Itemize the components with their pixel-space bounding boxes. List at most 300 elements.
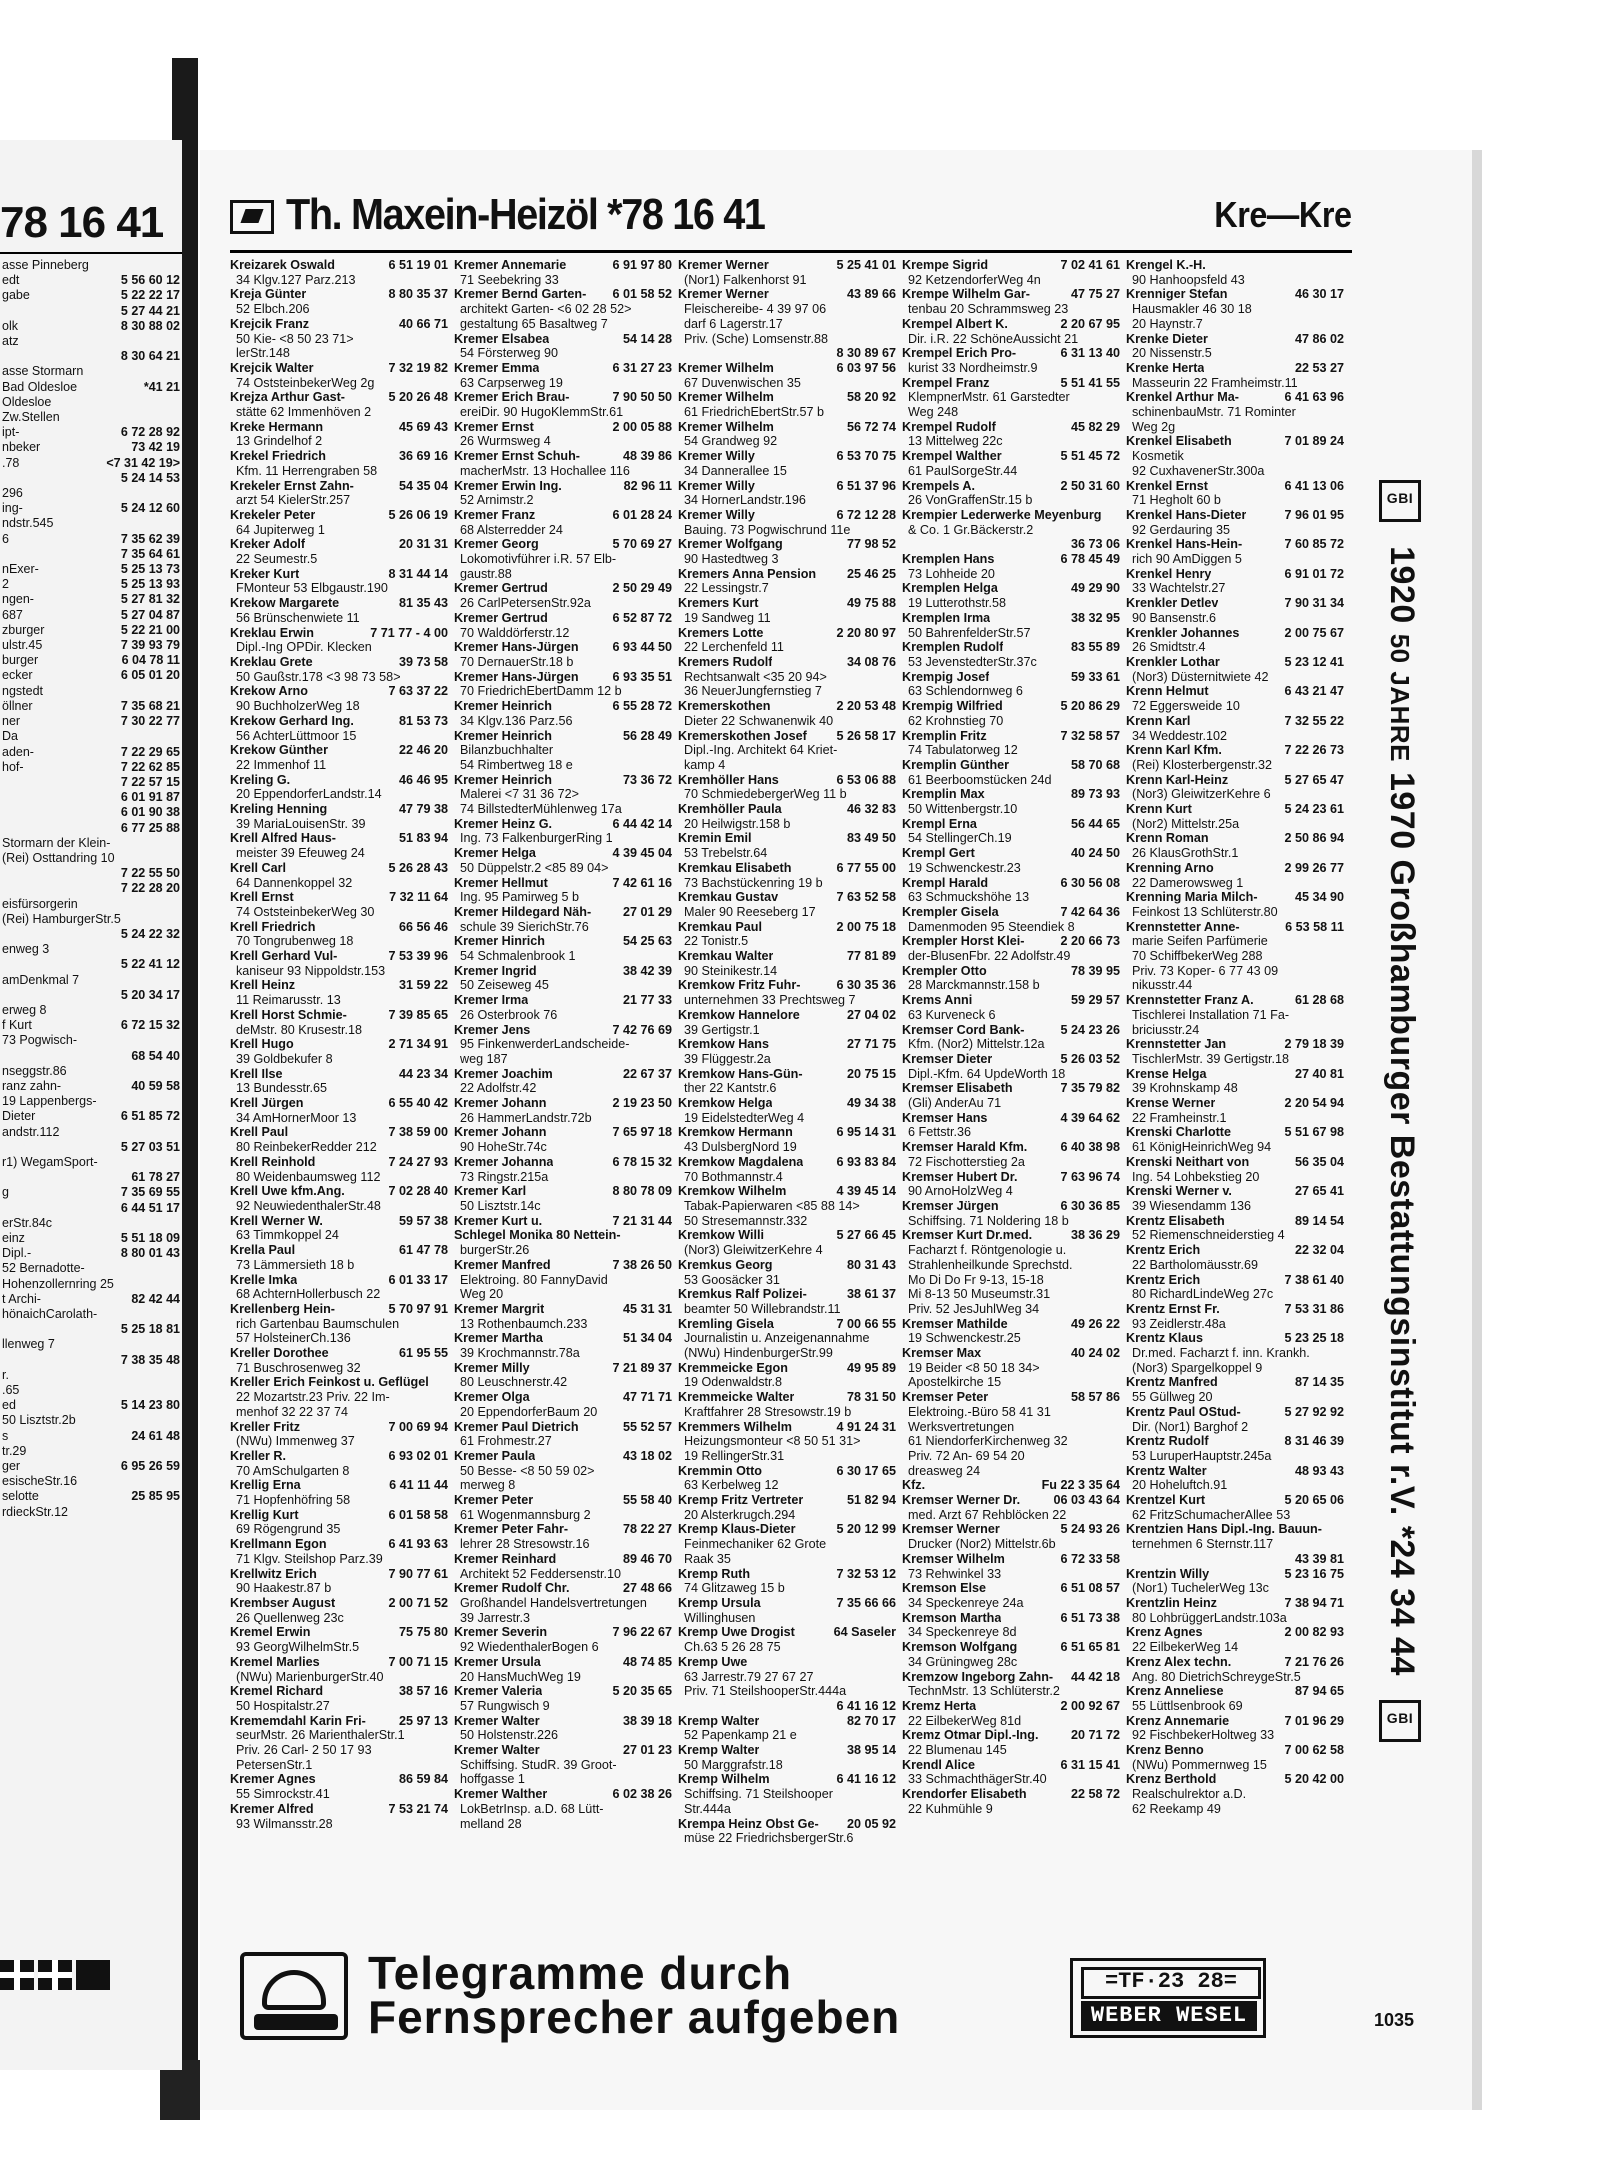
entry-name: Kremer Agnes bbox=[230, 1772, 316, 1787]
entry-address-line: 22 EilbekerWeg 14 bbox=[1132, 1640, 1239, 1655]
entry-name: Kremer Alfred bbox=[230, 1801, 314, 1816]
entry-first-line bbox=[454, 258, 672, 273]
previous-page-line-text: öllner bbox=[2, 698, 33, 713]
entry-address-line: 20 Alsterkrugch.294 bbox=[684, 1507, 796, 1522]
entry-name: Kremp Walter bbox=[678, 1713, 760, 1728]
entry-address-line: Dipl.-Kfm. 64 UpdeWorth 18 bbox=[908, 1066, 1066, 1081]
entry-name: Krekow Günther bbox=[230, 743, 328, 758]
previous-page-line-text: asse Pinneberg bbox=[2, 258, 89, 272]
previous-page-line-phone: 5 20 34 17 bbox=[120, 987, 180, 1002]
directory-entry bbox=[230, 1302, 448, 1346]
entry-name: Krense Helga bbox=[1126, 1066, 1207, 1081]
entry-name: Kremer Ernst bbox=[454, 419, 534, 434]
entry-phone: 27 71 75 bbox=[846, 1037, 896, 1052]
entry-phone: 8 30 89 67 bbox=[836, 346, 896, 361]
directory-entry bbox=[902, 1611, 1120, 1640]
side-ad-name: Großhamburger Bestattungsinstitut r.V. bbox=[1383, 859, 1422, 1516]
entry-first-line bbox=[902, 1640, 1120, 1655]
entry-name: Kremkow Hans bbox=[678, 1037, 769, 1052]
entry-name: Kremer Hellmut bbox=[454, 875, 548, 890]
entry-phone: 75 75 80 bbox=[398, 1625, 448, 1640]
entry-first-line bbox=[902, 993, 1120, 1008]
entry-first-line bbox=[454, 1743, 672, 1758]
entry-first-line bbox=[678, 449, 896, 464]
directory-entry bbox=[454, 905, 672, 934]
entry-name: Kremer Erich Brau- bbox=[454, 390, 570, 405]
directory-entry bbox=[454, 817, 672, 846]
directory-entry bbox=[454, 1420, 672, 1449]
previous-page-line bbox=[2, 760, 180, 775]
previous-page-line-text: 6 bbox=[2, 531, 9, 546]
entry-address-line: Dir. i.R. 22 SchöneAussicht 21 bbox=[908, 331, 1079, 346]
previous-page-line-phone: 6 44 51 17 bbox=[120, 1200, 180, 1215]
side-ad-jubilee: 50 JAHRE bbox=[1385, 633, 1416, 763]
entry-address-line: 70 AmSchulgarten 8 bbox=[236, 1463, 350, 1478]
directory-entry bbox=[902, 1111, 1120, 1140]
entry-name: Kremplin Fritz bbox=[902, 728, 987, 743]
directory-entry bbox=[902, 670, 1120, 699]
entry-first-line bbox=[678, 655, 896, 670]
entry-first-line bbox=[678, 1184, 896, 1199]
entry-phone: 59 33 61 bbox=[1070, 669, 1120, 684]
directory-entry bbox=[1126, 714, 1344, 743]
entry-first-line bbox=[454, 479, 672, 494]
entry-phone: 6 77 55 00 bbox=[836, 860, 896, 875]
entry-first-line bbox=[454, 1655, 672, 1670]
directory-entry bbox=[1126, 1522, 1344, 1551]
entry-first-line bbox=[902, 1390, 1120, 1405]
directory-entry bbox=[230, 1537, 448, 1566]
entry-name: Krentz Walter bbox=[1126, 1463, 1207, 1478]
directory-entry bbox=[678, 729, 896, 773]
directory-entry bbox=[230, 1802, 448, 1831]
entry-address-line: rich Gartenbau Baumschulen bbox=[236, 1316, 400, 1331]
previous-page-line-phone: 7 35 64 61 bbox=[120, 546, 180, 561]
previous-page-line bbox=[2, 1079, 180, 1094]
entry-address-line: 55 Simrockstr.41 bbox=[236, 1787, 330, 1802]
directory-entry bbox=[230, 317, 448, 361]
entry-phone: 66 56 46 bbox=[398, 919, 448, 934]
entry-address-line: 57 Rungwisch 9 bbox=[460, 1698, 550, 1713]
previous-page-line bbox=[2, 577, 180, 592]
entry-name: Kremz Otmar Dipl.-Ing. bbox=[902, 1728, 1039, 1743]
entry-first-line bbox=[1126, 332, 1344, 347]
side-ad-phone: *24 34 44 bbox=[1383, 1525, 1422, 1676]
entry-name: Kremer Ingrid bbox=[454, 963, 537, 978]
entry-address-line: Heizungsmonteur <8 50 51 31> bbox=[684, 1434, 861, 1449]
previous-page-line-text: olk bbox=[2, 318, 18, 333]
entry-phone: 2 00 75 67 bbox=[1284, 625, 1344, 640]
entry-name: Krekeler Ernst Zahn- bbox=[230, 478, 354, 493]
previous-page-line bbox=[2, 790, 180, 805]
entry-first-line bbox=[902, 1081, 1120, 1096]
entry-first-line bbox=[902, 846, 1120, 861]
entry-address-line: 54 Försterweg 90 bbox=[460, 346, 559, 361]
entry-phone: 5 51 67 98 bbox=[1284, 1125, 1344, 1140]
entry-address-line: Weg 2g bbox=[1132, 419, 1176, 434]
entry-phone: 7 60 85 72 bbox=[1284, 537, 1344, 552]
previous-page-line-text: amDenkmal 7 bbox=[2, 972, 80, 987]
entry-phone: 59 29 57 bbox=[1070, 993, 1120, 1008]
directory-entry bbox=[230, 1596, 448, 1625]
entry-first-line bbox=[454, 537, 672, 552]
entry-name: Krems Anni bbox=[902, 993, 973, 1008]
entry-address-line: 39 MariaLouisenStr. 39 bbox=[236, 816, 366, 831]
entry-first-line bbox=[454, 1125, 672, 1140]
entry-name: Krempe Sigrid bbox=[902, 258, 989, 272]
previous-page-line bbox=[2, 1292, 180, 1307]
directory-entry bbox=[678, 1155, 896, 1184]
entry-phone: 47 79 38 bbox=[398, 802, 448, 817]
entry-address-line: (NWu) Pommernweg 15 bbox=[1132, 1757, 1267, 1772]
directory-entry bbox=[1126, 1214, 1344, 1243]
directory-entry bbox=[230, 1478, 448, 1507]
entry-name: Kremer Ursula bbox=[454, 1654, 541, 1669]
entry-first-line bbox=[902, 317, 1120, 332]
previous-page-line-phone: *41 21 bbox=[143, 379, 180, 394]
previous-page-line-phone: 5 22 22 17 bbox=[120, 288, 180, 303]
previous-page-line-phone: 5 25 13 93 bbox=[120, 577, 180, 592]
directory-entry bbox=[678, 1493, 896, 1522]
previous-page-line bbox=[2, 349, 180, 364]
entry-address-line: 26 Wurmsweg 4 bbox=[460, 434, 551, 449]
directory-entry bbox=[230, 861, 448, 890]
entry-first-line bbox=[454, 1552, 672, 1567]
footer-slogan-line-2: Fernsprecher aufgeben bbox=[368, 1991, 901, 2043]
entry-first-line bbox=[230, 258, 448, 273]
entry-first-line bbox=[230, 287, 448, 302]
directory-entry bbox=[230, 1625, 448, 1654]
entry-address-line: 53 JevenstedterStr.37c bbox=[908, 654, 1037, 669]
directory-entry bbox=[902, 1522, 1120, 1551]
entry-phone: 47 71 71 bbox=[622, 1390, 672, 1405]
previous-page-line-text: enweg 3 bbox=[2, 942, 50, 957]
entry-address-line: (Nor3) Spargelkoppel 9 bbox=[1132, 1360, 1263, 1375]
directory-entry bbox=[902, 1670, 1120, 1699]
entry-name: Kremer Gertrud bbox=[454, 581, 548, 596]
entry-first-line bbox=[902, 449, 1120, 464]
entry-name: Kreklau Erwin bbox=[230, 625, 314, 640]
entry-name: Kreke Hermann bbox=[230, 419, 324, 434]
entry-phone: 45 34 90 bbox=[1294, 890, 1344, 905]
directory-entry bbox=[454, 611, 672, 640]
entry-first-line bbox=[1126, 434, 1344, 449]
previous-page-edge bbox=[0, 140, 182, 2070]
entry-address-line: 90 HoheStr.74c bbox=[460, 1140, 547, 1155]
entry-first-line bbox=[902, 699, 1120, 714]
entry-phone: 80 31 43 bbox=[846, 1257, 896, 1272]
entry-address-line: 43 DulsbergNord 19 bbox=[684, 1140, 797, 1155]
entry-name: Krempl Gert bbox=[902, 846, 975, 861]
entry-name: Krentzien Hans Dipl.-Ing. Bauun- bbox=[1126, 1522, 1322, 1537]
entry-phone: 51 83 94 bbox=[398, 831, 448, 846]
entry-address-line: 39 Krochmannstr.78a bbox=[460, 1346, 580, 1361]
entry-address-line: 50 BahrenfelderStr.57 bbox=[908, 625, 1031, 640]
entry-name: Krekow Margarete bbox=[230, 596, 340, 611]
directory-entry bbox=[678, 1714, 896, 1743]
entry-address-line: 53 Trebelstr.64 bbox=[684, 846, 768, 861]
directory-entry bbox=[454, 1655, 672, 1684]
directory-page bbox=[200, 150, 1472, 2110]
entry-address-line: 54 Schmalenbrook 1 bbox=[460, 949, 576, 964]
entry-first-line bbox=[1126, 1037, 1344, 1052]
entry-address-line: 95 FinkenwerderLandscheide- bbox=[460, 1037, 630, 1052]
entry-address-line: 71 Seebekring 33 bbox=[460, 272, 559, 287]
entry-address-line: 22 Lessingstr.7 bbox=[684, 581, 769, 596]
directory-entry bbox=[1126, 861, 1344, 890]
entry-phone: 2 20 80 97 bbox=[836, 625, 896, 640]
directory-entry bbox=[454, 1258, 672, 1302]
entry-name: Krell Werner W. bbox=[230, 1213, 323, 1228]
previous-page-line-phone: 5 24 14 53 bbox=[120, 470, 180, 485]
entry-address-line: Elektroing.-Büro 58 41 31 bbox=[908, 1404, 1051, 1419]
directory-entry bbox=[454, 1714, 672, 1743]
previous-page-line-phone: 7 22 55 50 bbox=[120, 866, 180, 881]
entry-name: Kremer Ernst Schuh- bbox=[454, 449, 580, 464]
previous-page-line-phone: 5 14 23 80 bbox=[120, 1398, 180, 1413]
entry-name: Kremer Elsabea bbox=[454, 331, 550, 346]
entry-address-line: (Gli) AnderAu 71 bbox=[908, 1096, 1002, 1111]
entry-name: Krenning Arno bbox=[1126, 860, 1214, 875]
entry-address-line: darf 6 Lagerstr.17 bbox=[684, 316, 783, 331]
entry-first-line bbox=[1126, 1331, 1344, 1346]
entry-first-line bbox=[902, 1699, 1120, 1714]
entry-name: Kremer Walter bbox=[454, 1713, 540, 1728]
entry-name: Krempig Josef bbox=[902, 669, 990, 684]
entry-name: Krempel Walther bbox=[902, 449, 1002, 464]
entry-first-line bbox=[1126, 1096, 1344, 1111]
entry-phone: 6 78 45 49 bbox=[1060, 552, 1120, 567]
directory-entry bbox=[1126, 332, 1344, 361]
entry-phone: 7 90 50 50 bbox=[612, 390, 672, 405]
entry-name: Krekow Gerhard Ing. bbox=[230, 713, 354, 728]
entry-phone: 6 30 56 08 bbox=[1060, 875, 1120, 890]
entry-address-line: Apostelkirche 15 bbox=[908, 1375, 1002, 1390]
entry-phone: 6 51 73 38 bbox=[1060, 1610, 1120, 1625]
entry-address-line: 26 HammerLandstr.72b bbox=[460, 1110, 592, 1125]
previous-page-line-phone: 5 56 60 12 bbox=[120, 273, 180, 288]
previous-page-line bbox=[2, 988, 180, 1003]
entry-phone: 2 00 92 67 bbox=[1060, 1698, 1120, 1713]
entry-phone: 5 23 25 18 bbox=[1284, 1331, 1344, 1346]
entry-first-line bbox=[678, 258, 896, 273]
maxein-logo-icon bbox=[230, 200, 274, 234]
previous-page-line-phone: 5 25 13 73 bbox=[120, 562, 180, 577]
entry-address-line: 19 RellingerStr.31 bbox=[684, 1448, 785, 1463]
entry-phone: 48 39 86 bbox=[622, 449, 672, 464]
entry-address-line: Feinkost 13 Schlüterstr.80 bbox=[1132, 904, 1278, 919]
entry-address-line: 74 OststeinbekerWeg 2g bbox=[236, 375, 375, 390]
entry-first-line bbox=[678, 361, 896, 376]
previous-page-line bbox=[2, 532, 180, 547]
entry-address-line: architekt Garten- <6 02 28 52> bbox=[460, 302, 632, 317]
entry-phone: 7 38 59 00 bbox=[388, 1125, 448, 1140]
entry-name: Kremmeicke Walter bbox=[678, 1390, 795, 1405]
directory-entry bbox=[1126, 802, 1344, 831]
entry-phone: 81 53 73 bbox=[398, 713, 448, 728]
previous-page-line-text: 50 Lisztstr.2b bbox=[2, 1413, 76, 1428]
directory-entry bbox=[678, 346, 896, 361]
entry-phone: 20 05 92 bbox=[846, 1816, 896, 1831]
previous-page-line bbox=[2, 1094, 180, 1109]
directory-entry bbox=[1126, 1155, 1344, 1184]
entry-first-line bbox=[1126, 1302, 1344, 1317]
entry-phone: 87 94 65 bbox=[1294, 1684, 1344, 1699]
entry-address-line: lerStr.148 bbox=[236, 346, 290, 361]
previous-page-line-text: Zw.Stellen bbox=[2, 410, 60, 425]
entry-first-line bbox=[454, 876, 672, 891]
previous-page-line bbox=[2, 1003, 180, 1018]
entry-first-line bbox=[678, 699, 896, 714]
entry-address-line: 33 Wachtelstr.27 bbox=[1132, 581, 1226, 596]
entry-first-line bbox=[678, 390, 896, 405]
entry-address-line: 61 FriedrichEbertStr.57 b bbox=[684, 405, 825, 420]
entry-name: Kremer Wilhelm bbox=[678, 390, 774, 405]
entry-first-line bbox=[678, 537, 896, 552]
entry-name: Krentz Ernst Fr. bbox=[1126, 1301, 1220, 1316]
entry-phone: 61 47 78 bbox=[398, 1243, 448, 1258]
page-range: Kre—Kre bbox=[1214, 194, 1352, 235]
directory-entry bbox=[678, 1287, 896, 1316]
previous-page-line-phone: 61 78 27 bbox=[131, 1170, 180, 1185]
directory-entry bbox=[230, 655, 448, 684]
entry-address-line: 74 BillstedterMühlenweg 17a bbox=[460, 802, 622, 817]
entry-name: Kreja Günter bbox=[230, 287, 307, 302]
entry-phone: 38 42 39 bbox=[622, 963, 672, 978]
entry-address-line: 92 NeuwiedenthalerStr.48 bbox=[236, 1199, 381, 1213]
entry-address-line: 39 Flüggestr.2a bbox=[684, 1051, 771, 1066]
entry-address-line: Willinghusen bbox=[684, 1610, 756, 1625]
directory-entry bbox=[1126, 434, 1344, 478]
entry-address-line: Drucker (Nor2) Mittelstr.6b bbox=[908, 1537, 1056, 1552]
entry-first-line bbox=[902, 346, 1120, 361]
previous-page-line bbox=[2, 1383, 180, 1398]
previous-page-line bbox=[2, 699, 180, 714]
entry-address-line: macherMstr. 13 Hochallee 116 bbox=[460, 463, 630, 478]
stamp-top-text: =TF·23 28= bbox=[1081, 1967, 1261, 1999]
entry-first-line bbox=[678, 802, 896, 817]
entry-name: Kremel Richard bbox=[230, 1684, 324, 1699]
entry-first-line bbox=[230, 831, 448, 846]
entry-first-line bbox=[902, 1522, 1120, 1537]
previous-page-line bbox=[2, 668, 180, 683]
entry-address-line: (NWu) HindenburgerStr.99 bbox=[684, 1346, 833, 1361]
previous-page-line bbox=[2, 1109, 180, 1124]
entry-name: Kremp Uwe Drogist bbox=[678, 1625, 795, 1640]
directory-entry bbox=[678, 1228, 896, 1257]
entry-first-line bbox=[1126, 1743, 1344, 1758]
directory-entry bbox=[454, 287, 672, 331]
entry-phone: 40 24 02 bbox=[1070, 1346, 1120, 1361]
entry-address-line: 39 Gertigstr.1 bbox=[684, 1022, 760, 1037]
entry-address-line: 11 Reimarusstr. 13 bbox=[236, 993, 341, 1008]
entry-name: Kremser Harald Kfm. bbox=[902, 1140, 1028, 1155]
entry-address-line: 63 Timmkoppel 24 bbox=[236, 1228, 339, 1243]
directory-entry bbox=[230, 684, 448, 713]
entry-address-line: 90 BuchholzerWeg 18 bbox=[236, 699, 360, 714]
entry-phone: 78 22 27 bbox=[622, 1522, 672, 1537]
entry-name: Krell Hugo bbox=[230, 1037, 294, 1052]
entry-name: Kremer Irma bbox=[454, 993, 529, 1008]
entry-address-line: ternehmen 6 Sternstr.117 bbox=[1132, 1537, 1274, 1552]
entry-first-line bbox=[230, 1772, 448, 1787]
entry-first-line bbox=[678, 890, 896, 905]
previous-page-line bbox=[2, 866, 180, 881]
entry-phone: 5 20 42 00 bbox=[1284, 1772, 1344, 1787]
entry-address-line: Priv. 73 Koper- 6 77 43 09 bbox=[1132, 963, 1279, 978]
entry-name: Kremser Elisabeth bbox=[902, 1081, 1013, 1096]
entry-first-line bbox=[454, 1302, 672, 1317]
entry-first-line bbox=[454, 1625, 672, 1640]
entry-name: Kremp Walter bbox=[678, 1743, 760, 1758]
entry-phone bbox=[892, 1655, 896, 1670]
entry-address-line: Tischlerei Installation 71 Fa- bbox=[1132, 1007, 1290, 1022]
directory-entry bbox=[902, 993, 1120, 1022]
entry-phone: 22 32 04 bbox=[1294, 1243, 1344, 1258]
directory-entry bbox=[230, 596, 448, 625]
entry-address-line: 34 AmHornerMoor 13 bbox=[236, 1110, 357, 1125]
entry-phone: 7 01 89 24 bbox=[1284, 434, 1344, 449]
printer-stamp bbox=[1070, 1958, 1266, 2038]
directory-entry bbox=[230, 1508, 448, 1537]
entry-name: Kremer Reinhard bbox=[454, 1551, 557, 1566]
entry-phone: 27 01 23 bbox=[622, 1743, 672, 1758]
previous-page-line-phone: 5 24 12 60 bbox=[120, 501, 180, 516]
entry-first-line bbox=[1126, 1405, 1344, 1420]
previous-page-line-phone: 8 30 88 02 bbox=[120, 318, 180, 333]
entry-address-line: 90 Haakestr.87 b bbox=[236, 1581, 332, 1596]
entry-address-line: (Nor2) Mittelstr.25a bbox=[1132, 816, 1240, 831]
entry-first-line bbox=[230, 1008, 448, 1023]
entry-first-line bbox=[230, 1537, 448, 1552]
entry-first-line bbox=[1126, 258, 1344, 273]
directory-entry bbox=[678, 1464, 896, 1493]
previous-page-line-text: erweg 8 bbox=[2, 1002, 47, 1017]
entry-name: Krejcik Walter bbox=[230, 360, 314, 375]
entry-first-line bbox=[902, 258, 1120, 273]
entry-address-line: 90 Bansenstr.6 bbox=[1132, 610, 1217, 625]
entry-address-line: 22 Kuhmühle 9 bbox=[908, 1801, 993, 1816]
entry-phone bbox=[668, 1228, 672, 1243]
entry-address-line: 70 Walddörferstr.12 bbox=[460, 625, 570, 640]
directory-entry bbox=[230, 1008, 448, 1037]
entry-name: Krenn Roman bbox=[1126, 831, 1209, 846]
directory-entry bbox=[230, 287, 448, 316]
entry-phone: 7 63 96 74 bbox=[1060, 1169, 1120, 1184]
directory-entry bbox=[230, 978, 448, 1007]
directory-entry bbox=[1126, 993, 1344, 1037]
entry-first-line bbox=[902, 287, 1120, 302]
previous-page-line bbox=[2, 486, 180, 501]
entry-name: Kremer Heinrich bbox=[454, 728, 552, 743]
entry-name: Kremhöller Hans bbox=[678, 772, 779, 787]
entry-phone: 6 41 16 12 bbox=[836, 1772, 896, 1787]
entry-first-line bbox=[230, 773, 448, 788]
entry-name: Kreling G. bbox=[230, 772, 291, 787]
entry-name: Kremer Werner bbox=[678, 258, 769, 272]
entry-address-line: 13 Bundesstr.65 bbox=[236, 1081, 328, 1096]
entry-first-line bbox=[230, 978, 448, 993]
entry-name: Kremmers Wilhelm bbox=[678, 1419, 792, 1434]
entry-name: Krempig Wilfried bbox=[902, 699, 1003, 714]
entry-name: Kremplin Günther bbox=[902, 757, 1010, 772]
entry-name: Kremkus Georg bbox=[678, 1257, 773, 1272]
directory-entry bbox=[230, 258, 448, 287]
entry-address-line: 90 Steinikestr.14 bbox=[684, 963, 778, 978]
entry-address-line: 33 SchmachthägerStr.40 bbox=[908, 1772, 1047, 1787]
entry-first-line bbox=[678, 1625, 896, 1640]
directory-entry bbox=[230, 743, 448, 772]
